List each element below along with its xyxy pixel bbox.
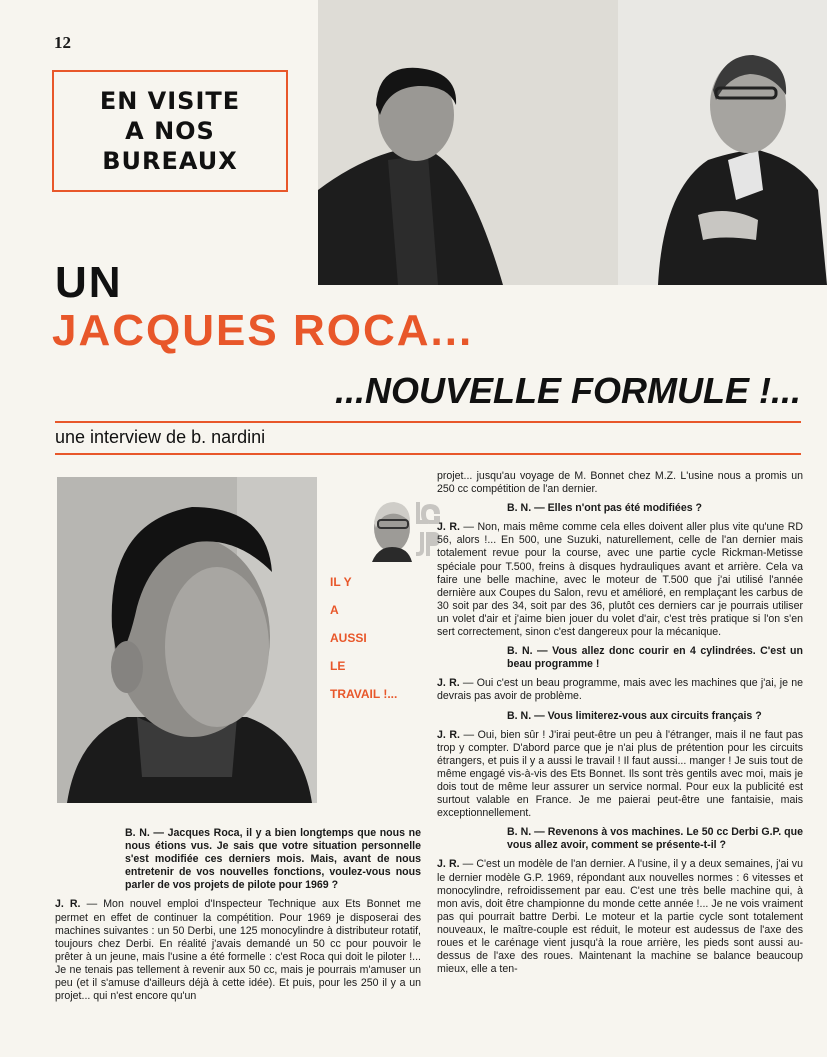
answer-text: — Oui c'est un beau programme, mais avec les machines que j'ai, je ne devrais pas avoir de problème. [437,677,804,703]
question-paragraph: B. N. — Vous allez donc courir en 4 cylindrées. C'est un beau programme ! [507,645,803,671]
question-paragraph: B. N. — Vous limiterez-vous aux circuits français ? [507,709,762,722]
logo-illustration [368,492,440,562]
speaker-initials: J. R. [437,858,460,871]
section-kicker [100,86,240,176]
lg-jp-logo [368,492,440,562]
headline-subtitle: ...NOUVELLE FORMULE !... [335,370,801,411]
answer-text: — Mon nouvel emploi d'Inspecteur Technique aux Ets Bonnet me permet en effet de continuer la compétition. Pour 1969 je disposerai des machines suivantes : un 50 Derbi, une 125 monocylindre à distributeur rotatif, toujours chez Derbi. En réalité j'avais demandé un 50 cc pour pouvoir le prêter à un jeune, mais l'usine a été formelle : c'est Roca qui doit le piloter !... Je ne tenais pas tellement à revenir aux 50 cc, mais je pourrais m'amuser un peu (et il s'amuse d'ailleurs déjà à cette idée). Et puis, pour les 250 il y a un projet... qui n'est encore qu'un [55,898,421,1003]
two-men-conversation-photo [318,0,827,285]
pull-quote-line-4: LE [330,659,346,673]
article-column-right [437,470,803,982]
jacques-roca-portrait-photo [57,477,317,803]
section-kicker-box [52,70,288,192]
byline: une interview de b. nardini [55,427,266,447]
headline-line-1: UN [55,258,123,307]
page-number: 12 [54,33,71,52]
speaker-initials: J. R. [437,677,460,690]
question-paragraph: B. N. — Elles n'ont pas été modifiées ? [507,502,703,515]
portrait-illustration [57,477,317,803]
article-column-left [55,827,421,1009]
answer-paragraph [437,677,803,703]
photo-illustration [318,0,827,285]
question-paragraph: B. N. — Jacques Roca, il y a bien longtemps que nous ne nous étions vus. Je sais que votre situation personnelle s'est modifiée ces derniers mois. Mais, avant de nous entretenir de vos nouvelles fonctions, voulez-vous nous parler de vos projets de pilote pour 1969 ? [125,827,421,892]
answer-paragraph [437,521,803,639]
kicker-line-2: A NOS [125,117,215,145]
pull-quote-line-5: TRAVAIL !... [330,687,398,701]
answer-paragraph [437,729,803,821]
pull-quote-line-2: A [330,603,339,617]
kicker-line-3: BUREAUX [102,147,238,175]
answer-text: — Non, mais même comme cela elles doivent aller plus vite qu'une RD 56, alors !... En 500, une Suzuki, naturellement, celle de l'an dernier mais totalement revue pour la course, avec une partie cycle Rickman-Metisse spéciale pour T.500, freins à disques hydrauliques avant et arrière. Cela va faire une belle machine, avec le moteur de T.500 que j'ai utilisé l'année dernière aux Coupes du Salon, revu et amélioré, en remplaçant les carbus de 30 soit par des 34, soit par des 36, plutôt ces derniers car je pourrais utiliser un volet d'air et j'aime bien jouer du volet d'air, c'est très pratique si l'on s'en sert correctement, sinon c'est dangereux pour la mécanique. [437,521,803,639]
continuation-paragraph: projet... jusqu'au voyage de M. Bonnet chez M.Z. L'usine nous a promis un 250 cc compétition de l'an dernier. [437,470,803,496]
speaker-initials: J. R. [437,728,460,741]
speaker-initials: J. R. [55,898,81,911]
question-paragraph: B. N. — Revenons à vos machines. Le 50 cc Derbi G.P. que vous allez avoir, comment se présente-t-il ? [507,826,803,852]
answer-paragraph [55,898,421,1003]
pull-quote [330,568,420,708]
speaker-initials: J. R. [437,521,460,534]
kicker-line-1: EN VISITE [99,87,241,115]
answer-paragraph [437,858,803,976]
divider-rule-bottom [55,453,801,455]
pull-quote-line-3: AUSSI [330,631,367,645]
headline-line-2: JACQUES ROCA... [52,306,474,355]
pull-quote-line-1: IL Y [330,575,352,589]
answer-text: — Oui, bien sûr ! J'irai peut-être un peu à l'étranger, mais il ne faut pas trop y compter. D'abord parce que je n'ai plus de prétention pour les circuits étrangers, et puis il y a aussi le travail ! Il faut aussi... manger ! Je suis tout de même engagé vis-à-vis des Ets Bonnet. Ils sont très gentils avec moi, mais je dois tout de même leur assurer un service normal. Pour eux la publicité est surtout valable en France. Je me paierai peut-être une fantaisie, mais exceptionnellement. [437,728,803,820]
divider-rule-top [55,421,801,423]
answer-text: — C'est un modèle de l'an dernier. A l'usine, il y a deux semaines, j'ai vu le dernier modèle G.P. 1969, répondant aux nouvelles normes : 6 vitesses et monocylindre, refroidissement par eau. C'est une très belle machine qui, à mon avis, doit être championne du monde cette année !... Je ne vois vraiment pas qui pourrait battre Derbi. Le moteur et la partie cycle sont totalement nouveaux, le maître-couple est réduit, le moteur est audessus de l'axe des roues et le carénage vient jusqu'à la roue arrière, les pieds sont aussi au-dessus de l'axe des roues. Maintenant la machine se balance beaucoup mieux, elle a ten- [437,858,803,976]
